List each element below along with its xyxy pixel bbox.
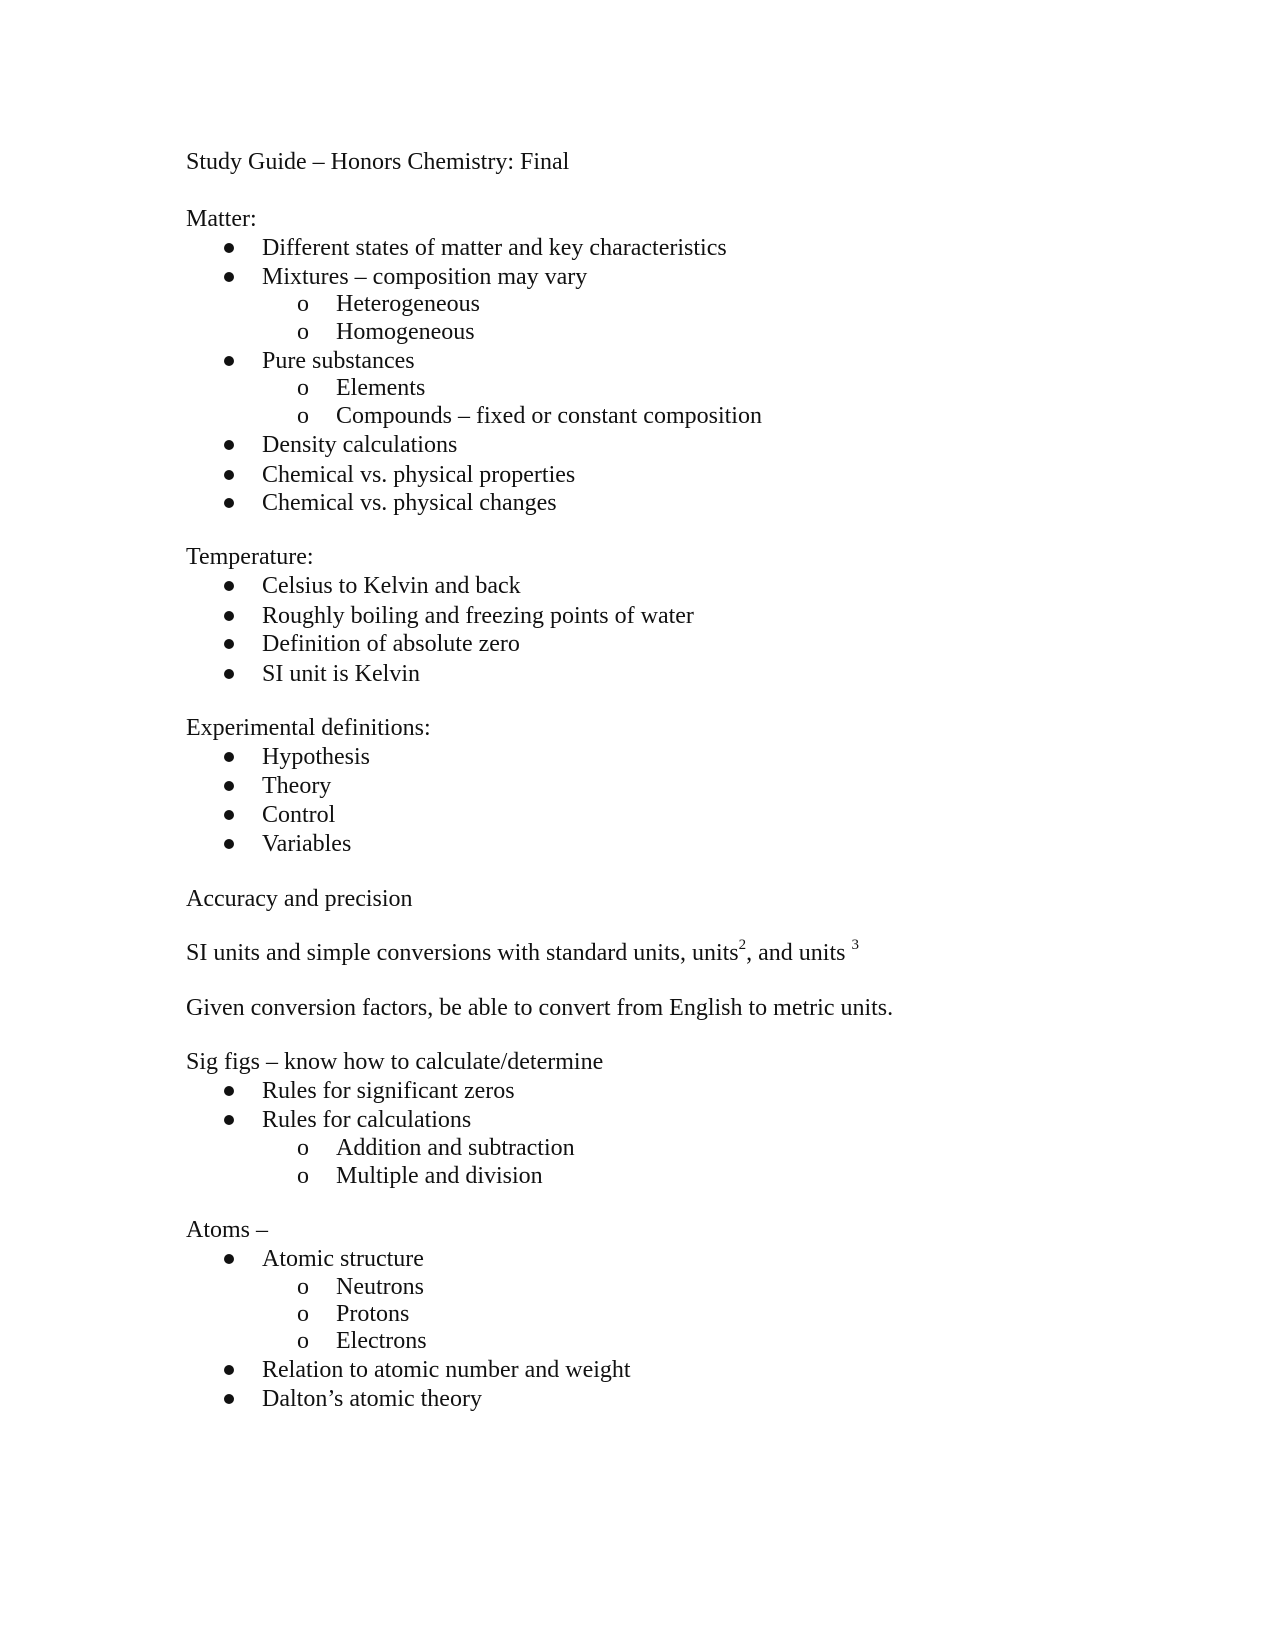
bullet-icon: [224, 1115, 234, 1125]
si-units-text: SI units and simple conversions with standard units, units: [186, 940, 739, 966]
temperature-heading: Temperature:: [186, 544, 314, 570]
list-item: Dalton’s atomic theory: [262, 1386, 482, 1412]
list-item: Definition of absolute zero: [262, 631, 520, 657]
list-item: Heterogeneous: [336, 291, 480, 317]
bullet-icon: [224, 440, 234, 450]
list-item: Addition and subtraction: [336, 1135, 575, 1161]
list-item: SI unit is Kelvin: [262, 661, 421, 687]
sub-bullet-icon: o: [297, 375, 309, 401]
si-units-text-2: , and units: [746, 940, 852, 966]
document-title: Study Guide – Honors Chemistry: Final: [186, 149, 570, 175]
bullet-icon: [224, 272, 234, 282]
sub-bullet-icon: o: [297, 1301, 309, 1327]
bullet-icon: [224, 611, 234, 621]
list-item: Control: [262, 802, 336, 828]
list-item: Protons: [336, 1301, 410, 1327]
list-item: Rules for significant zeros: [262, 1078, 515, 1104]
list-item: Electrons: [336, 1328, 427, 1354]
si-units-line: [186, 939, 859, 967]
atoms-heading: Atoms –: [186, 1217, 269, 1243]
bullet-icon: [224, 810, 234, 820]
sub-bullet-icon: o: [297, 1328, 309, 1354]
bullet-icon: [224, 781, 234, 791]
list-item: Compounds – fixed or constant composition: [336, 403, 762, 429]
bullet-icon: [224, 470, 234, 480]
sub-bullet-icon: o: [297, 403, 309, 429]
superscript-squared: 2: [738, 937, 747, 953]
bullet-icon: [224, 1394, 234, 1404]
list-item: Multiple and division: [336, 1163, 543, 1189]
list-item: Neutrons: [336, 1274, 424, 1300]
bullet-icon: [224, 639, 234, 649]
list-item: Different states of matter and key characteristics: [262, 235, 727, 261]
list-item: Variables: [262, 831, 352, 857]
bullet-icon: [224, 1254, 234, 1264]
bullet-icon: [224, 356, 234, 366]
list-item: Relation to atomic number and weight: [262, 1357, 631, 1383]
matter-heading: Matter:: [186, 206, 257, 232]
list-item: Density calculations: [262, 432, 458, 458]
sigfigs-heading: Sig figs – know how to calculate/determine: [186, 1049, 604, 1075]
experimental-heading: Experimental definitions:: [186, 715, 431, 741]
list-item: Homogeneous: [336, 319, 475, 345]
bullet-icon: [224, 669, 234, 679]
list-item: Roughly boiling and freezing points of water: [262, 603, 694, 629]
bullet-icon: [224, 243, 234, 253]
list-item: Atomic structure: [262, 1246, 424, 1272]
list-item: Hypothesis: [262, 744, 370, 770]
sub-bullet-icon: o: [297, 319, 309, 345]
list-item: Chemical vs. physical changes: [262, 490, 557, 516]
conversion-line: Given conversion factors, be able to convert from English to metric units.: [186, 995, 894, 1021]
list-item: Mixtures – composition may vary: [262, 264, 588, 290]
list-item: Chemical vs. physical properties: [262, 462, 576, 488]
bullet-icon: [224, 839, 234, 849]
sub-bullet-icon: o: [297, 291, 309, 317]
superscript-cubed: 3: [851, 937, 859, 953]
list-item: Rules for calculations: [262, 1107, 472, 1133]
bullet-icon: [224, 498, 234, 508]
sub-bullet-icon: o: [297, 1135, 309, 1161]
bullet-icon: [224, 1365, 234, 1375]
list-item: Theory: [262, 773, 332, 799]
sub-bullet-icon: o: [297, 1163, 309, 1189]
list-item: Pure substances: [262, 348, 415, 374]
bullet-icon: [224, 1086, 234, 1096]
sub-bullet-icon: o: [297, 1274, 309, 1300]
list-item: Celsius to Kelvin and back: [262, 573, 521, 599]
bullet-icon: [224, 581, 234, 591]
list-item: Elements: [336, 375, 426, 401]
bullet-icon: [224, 752, 234, 762]
accuracy-line: Accuracy and precision: [186, 886, 413, 912]
